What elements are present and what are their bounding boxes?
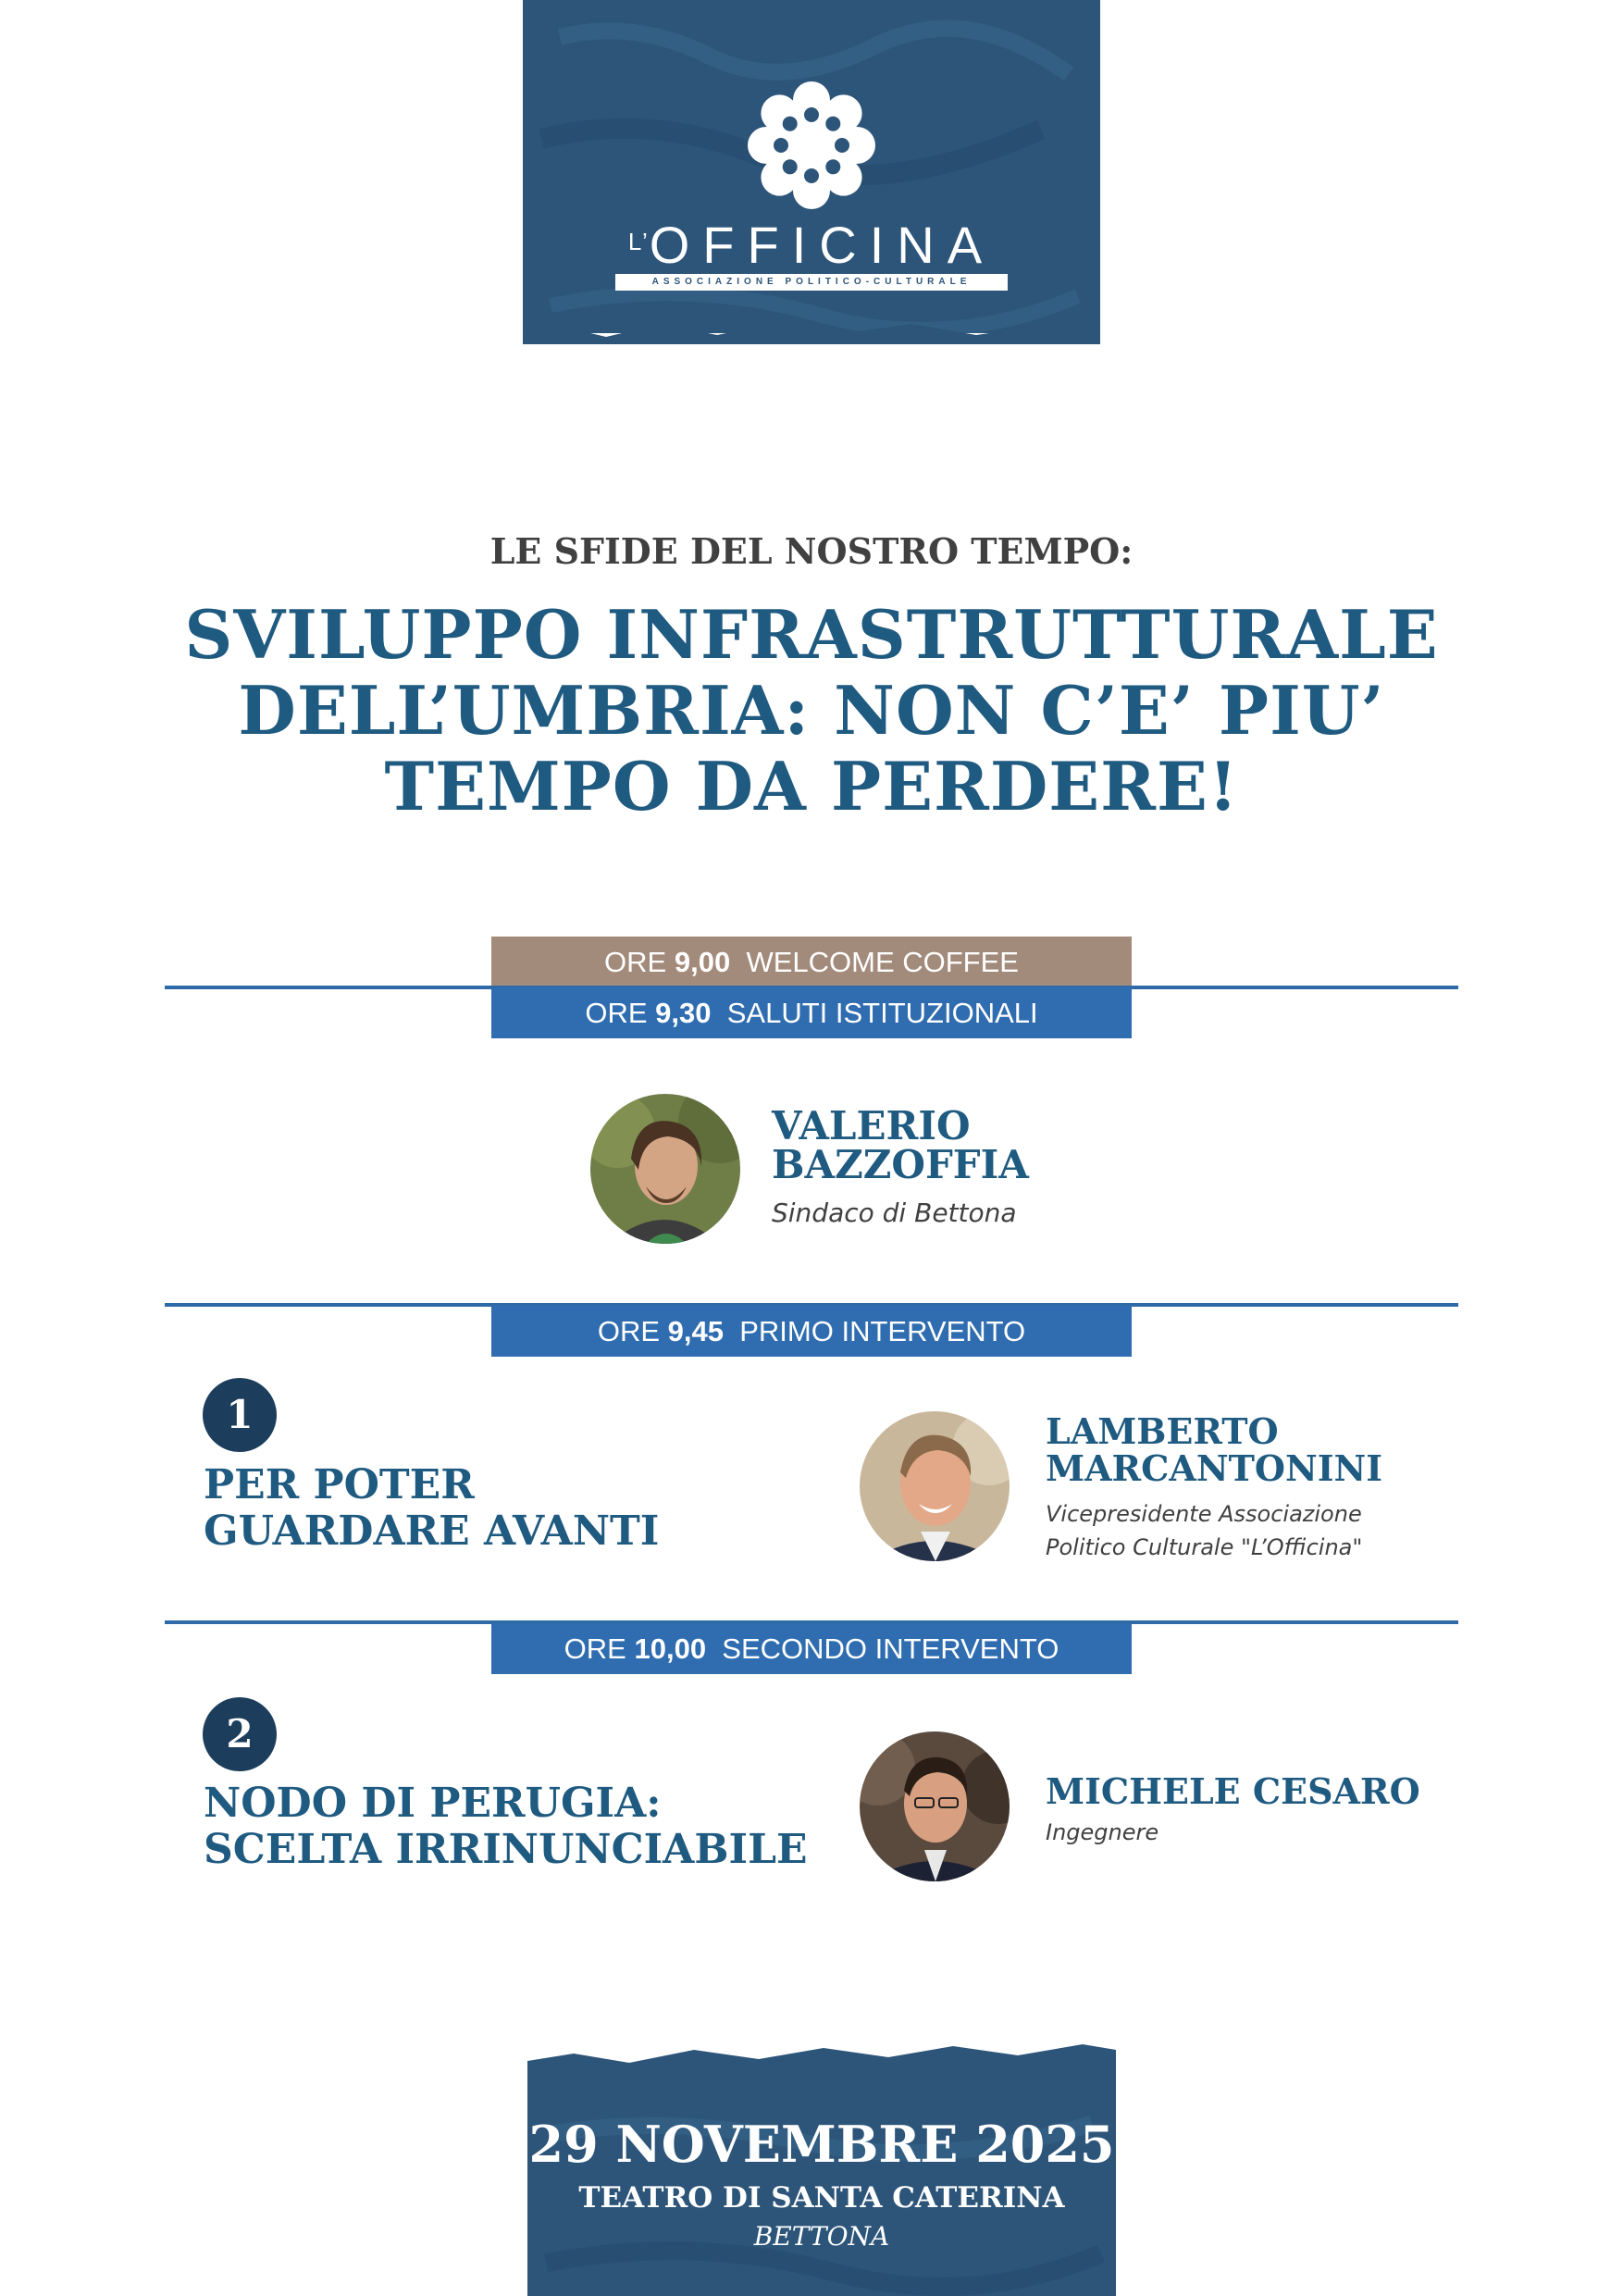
- event-venue: TEATRO DI SANTA CATERINA: [578, 2181, 1065, 2215]
- avatar-valerio-bazzoffia: [590, 1094, 740, 1244]
- schedule-bar-secondo-intervento: ORE 10,00 SECONDO INTERVENTO: [491, 1623, 1132, 1674]
- speaker-role-lamberto: Vicepresidente Associazione Politico Culturale "L’Officina": [1046, 1501, 1363, 1560]
- speaker-name-lamberto: LAMBERTO MARCANTONINI: [1046, 1410, 1382, 1489]
- talk-number-badge-2: 2: [203, 1697, 277, 1771]
- avatar-michele-cesaro: [860, 1731, 1010, 1881]
- talk-title-1: PER POTER GUARDARE AVANTI: [204, 1461, 660, 1555]
- date-venue-banner: [527, 2041, 1116, 2296]
- event-title: SVILUPPO INFRASTRUTTURALE DELL’UMBRIA: NON C’E’ PIU’ TEMPO DA PERDERE!: [184, 595, 1439, 825]
- speaker-name-valerio: VALERIO BAZZOFFIA: [772, 1103, 1029, 1187]
- speaker-role-michele: Ingegnere: [1046, 1819, 1159, 1845]
- logo-banner: [523, 0, 1100, 366]
- talk-number-badge-1: 1: [203, 1378, 277, 1452]
- speaker-role-valerio: Sindaco di Bettona: [772, 1198, 1017, 1228]
- schedule-bar-welcome-coffee: ORE 9,00 WELCOME COFFEE: [491, 937, 1132, 987]
- logo-tagline: ASSOCIAZIONE POLITICO-CULTURALE: [615, 274, 1008, 291]
- talk-title-2: NODO DI PERUGIA: SCELTA IRRINUNCIABILE: [204, 1780, 808, 1873]
- avatar-lamberto-marcantonini: [860, 1411, 1010, 1561]
- flower-logo-icon: [748, 81, 875, 209]
- speaker-name-michele: MICHELE CESARO: [1046, 1770, 1420, 1812]
- event-town: BETTONA: [753, 2221, 890, 2252]
- logo-wordmark: $^{L’}$OFFICINA: [627, 216, 996, 274]
- event-subtitle: LE SFIDE DEL NOSTRO TEMPO:: [489, 530, 1134, 572]
- schedule-bar-primo-intervento: ORE 9,45 PRIMO INTERVENTO: [491, 1306, 1132, 1357]
- event-date: 29 NOVEMBRE 2025: [528, 2115, 1115, 2174]
- schedule-bar-saluti: ORE 9,30 SALUTI ISTITUZIONALI: [491, 987, 1132, 1038]
